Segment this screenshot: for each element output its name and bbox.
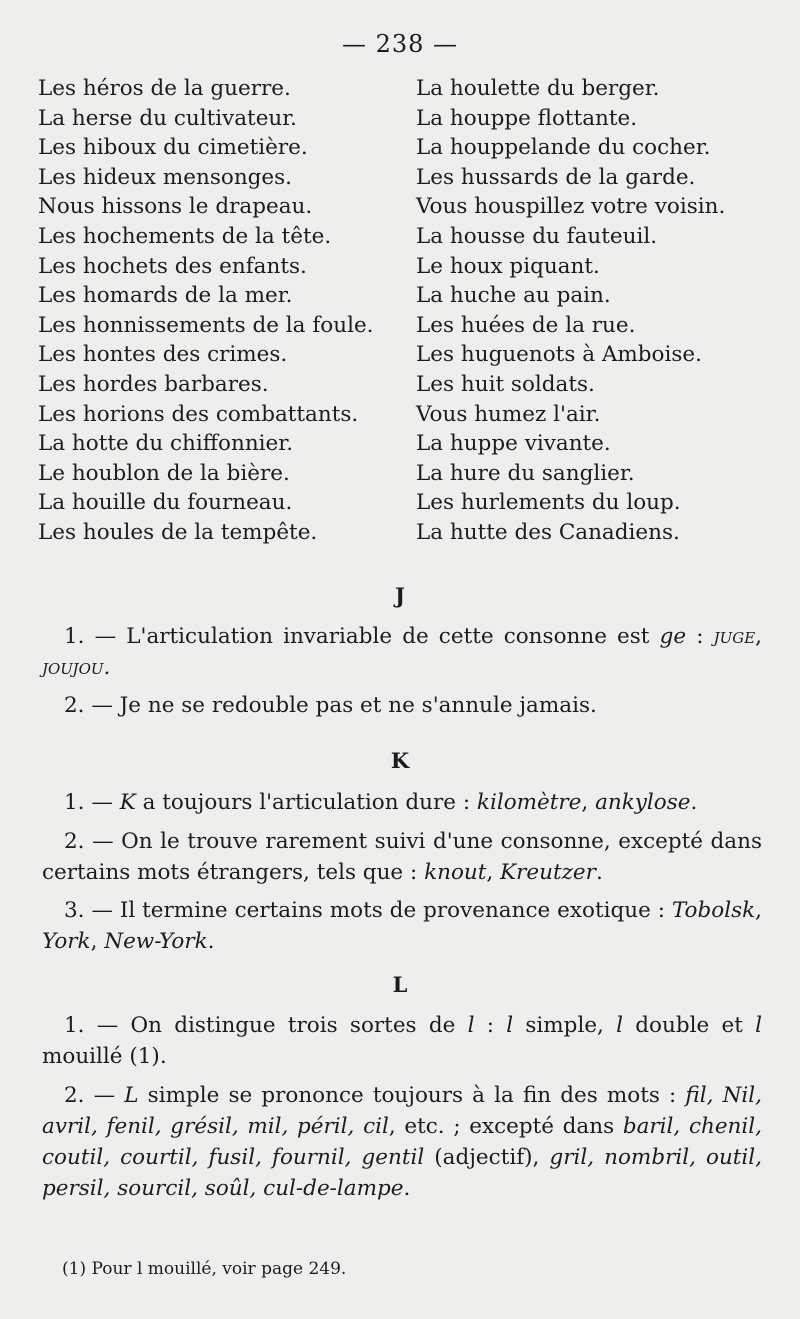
list-item: Les huguenots à Amboise. bbox=[416, 342, 702, 368]
list-item: Vous houspillez votre voisin. bbox=[416, 194, 726, 220]
paragraph-l-2: 2. — L simple se prononce toujours à la fin des mots : fil, Nil, avril, fenil, grésil, mil, péril, cil, etc. ; excepté dans baril, chenil, coutil, courtil, fusil, fournil, gentil (adjectif), gril, nombril, outil, persil, sourcil, soûl, cul-de-lampe. bbox=[42, 1083, 763, 1201]
list-item: Les hussards de la garde. bbox=[416, 164, 696, 190]
list-item: Nous hissons le drapeau. bbox=[38, 194, 313, 220]
paragraph-l-1: 1. — On distingue trois sortes de l : l simple, l double et l mouillé (1). bbox=[42, 1013, 762, 1069]
list-item: Les hideux mensonges. bbox=[38, 164, 293, 190]
list-item: Les hochements de la tête. bbox=[38, 223, 332, 249]
footnote: (1) Pour l mouillé, voir page 249. bbox=[62, 1259, 347, 1279]
list-item: Vous humez l'air. bbox=[416, 401, 601, 427]
list-item: Les hontes des crimes. bbox=[38, 342, 288, 368]
list-item: Le houx piquant. bbox=[416, 253, 600, 279]
list-item: La huche au pain. bbox=[416, 283, 611, 309]
paragraph-k-2: 2. — On le trouve rarement suivi d'une consonne, excepté dans certains mots étrangers, tels que : knout, Kreutzer. bbox=[42, 829, 762, 885]
section-heading-k: K bbox=[390, 748, 410, 773]
list-item: Les horions des combattants. bbox=[38, 401, 359, 427]
list-item: La houppelande du cocher. bbox=[416, 135, 711, 161]
section-heading-j: J bbox=[395, 583, 405, 608]
list-item: Les homards de la mer. bbox=[38, 283, 293, 309]
list-item: Les héros de la guerre. bbox=[38, 76, 291, 101]
page-number: — 238 — bbox=[341, 30, 459, 58]
list-item: La houille du fourneau. bbox=[38, 490, 293, 516]
list-item: Les hordes barbares. bbox=[38, 371, 269, 397]
list-item: La hutte des Canadiens. bbox=[416, 519, 680, 545]
list-item: Les hochets des enfants. bbox=[38, 253, 307, 279]
list-item: La houlette du berger. bbox=[416, 76, 660, 101]
paragraph-j-2: 2. — Je ne se redouble pas et ne s'annule jamais. bbox=[64, 693, 597, 718]
list-item: Les houles de la tempête. bbox=[38, 519, 318, 545]
list-item: La huppe vivante. bbox=[416, 431, 611, 457]
paragraph-k-1: 1. — K a toujours l'articulation dure : kilomètre, ankylose. bbox=[64, 790, 698, 815]
list-item: La houppe flottante. bbox=[416, 105, 638, 131]
list-item: Les hiboux du cimetière. bbox=[38, 135, 308, 161]
list-item: La hure du sanglier. bbox=[416, 460, 635, 486]
right-column-list bbox=[416, 74, 725, 548]
section-heading-l: L bbox=[392, 972, 408, 997]
list-item: La hotte du chiffonnier. bbox=[38, 431, 294, 457]
left-column-list bbox=[38, 74, 374, 548]
list-item: La herse du cultivateur. bbox=[38, 105, 298, 131]
list-item: Les honnissements de la foule. bbox=[38, 312, 374, 338]
paragraph-j-1: 1. — L'articulation invariable de cette consonne est ge : juge, joujou. bbox=[42, 624, 762, 680]
paragraph-k-3: 3. — Il termine certains mots de provenance exotique : Tobolsk, York, New-York. bbox=[42, 898, 762, 954]
list-item: Les huées de la rue. bbox=[416, 312, 636, 338]
list-item: La housse du fauteuil. bbox=[416, 223, 658, 249]
list-item: Les huit soldats. bbox=[416, 371, 595, 397]
list-item: Les hurlements du loup. bbox=[416, 490, 681, 516]
list-item: Le houblon de la bière. bbox=[38, 460, 290, 486]
